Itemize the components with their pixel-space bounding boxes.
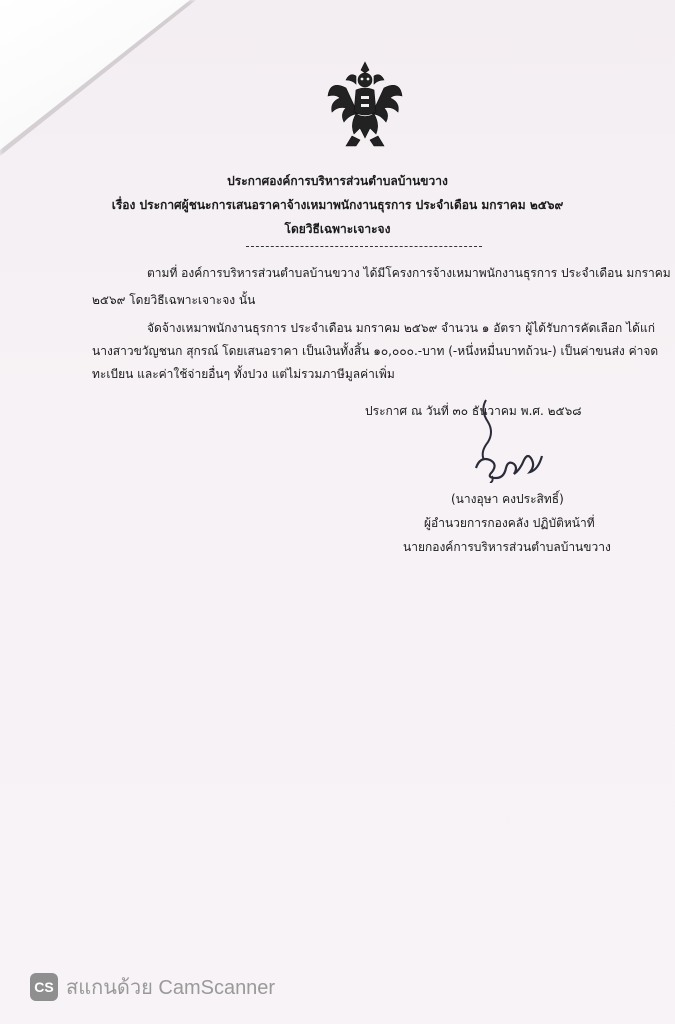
paragraph-2-line-1: จัดจ้างเหมาพนักงานธุรการ ประจำเดือน มกราคม ๒๕๖๙ จำนวน ๑ อัตรา ผู้ได้รับการคัดเลือก ได้แก่ bbox=[147, 321, 655, 335]
announcement-subject: เรื่อง ประกาศผู้ชนะการเสนอราคาจ้างเหมาพนักงานธุรการ ประจำเดือน มกราคม ๒๕๖๙ bbox=[111, 198, 564, 212]
signatory-acting-position: นายกองค์การบริหารส่วนตำบลบ้านขวาง bbox=[403, 540, 611, 554]
paragraph-2-line-2: นางสาวขวัญชนก สุกรณ์ โดยเสนอราคา เป็นเงินทั้งสิ้น ๑๐,๐๐๐.-บาท (-หนึ่งหมื่นบาทถ้วน-) เป็นค่าขนส่ง ค่าจด bbox=[92, 344, 659, 358]
announcement-date: ประกาศ ณ วันที่ ๓๐ ธันวาคม พ.ศ. ๒๕๖๘ bbox=[365, 404, 582, 418]
paragraph-1-line-1: ตามที่ องค์การบริหารส่วนตำบลบ้านขวาง ได้มีโครงการจ้างเหมาพนักงานธุรการ ประจำเดือน มกราคม bbox=[147, 266, 671, 280]
paragraph-2-line-3: ทะเบียน และค่าใช้จ่ายอื่นๆ ทั้งปวง แต่ไม่รวมภาษีมูลค่าเพิ่ม bbox=[92, 367, 395, 381]
camscanner-watermark bbox=[30, 972, 275, 1002]
handwritten-signature bbox=[468, 398, 558, 483]
signatory-position: ผู้อำนวยการกองคลัง ปฏิบัติหน้าที่ bbox=[424, 516, 595, 530]
paragraph-1-line-2: ๒๕๖๙ โดยวิธีเฉพาะเจาะจง นั้น bbox=[92, 293, 256, 307]
camscanner-label: สแกนด้วย CamScanner bbox=[66, 977, 276, 999]
folded-page-corner bbox=[0, 0, 190, 150]
signatory-name: (นางอุษา คงประสิทธิ์) bbox=[451, 492, 564, 506]
garuda-emblem-icon bbox=[326, 58, 404, 150]
announcement-heading: ประกาศองค์การบริหารส่วนตำบลบ้านขวาง bbox=[227, 174, 448, 188]
camscanner-logo-icon: CS bbox=[30, 973, 58, 1001]
header-divider bbox=[246, 246, 482, 247]
procurement-method: โดยวิธีเฉพาะเจาะจง bbox=[284, 222, 391, 236]
